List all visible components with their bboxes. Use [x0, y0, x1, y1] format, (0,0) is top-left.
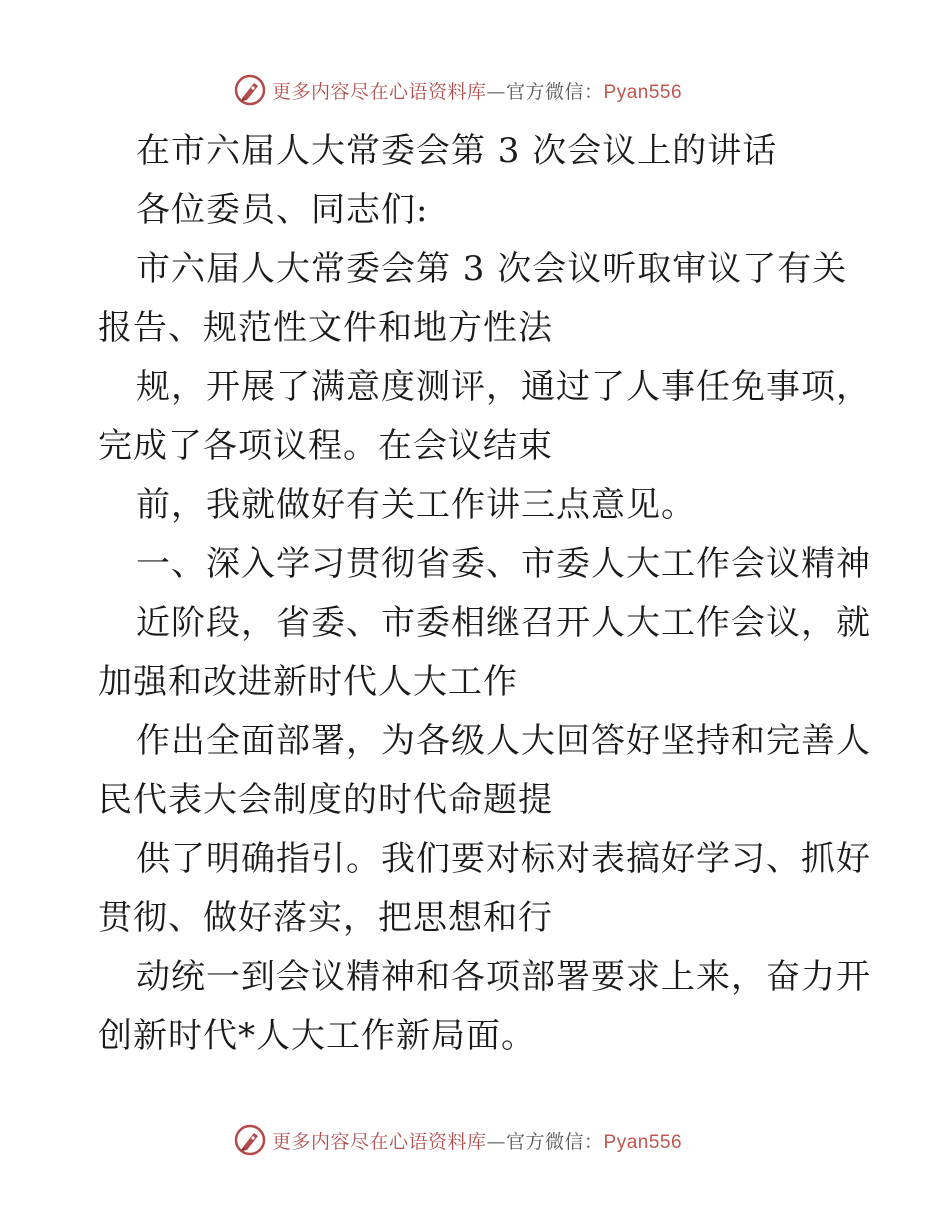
- text-line: 贯彻、做好落实，把思想和行: [98, 898, 553, 938]
- watermark-separator: —: [486, 1130, 507, 1153]
- watermark-handle: Pyan556: [603, 81, 683, 103]
- text-line: 加强和改进新时代人大工作: [98, 662, 518, 702]
- text-line: 近阶段，省委、市委相继召开人大工作会议，就: [136, 603, 871, 643]
- text-line: 作出全面部署，为各级人大回答好坚持和完善人: [136, 721, 871, 761]
- header-watermark: [234, 70, 682, 110]
- text-line: 动统一到会议精神和各项部署要求上来，奋力开: [136, 957, 871, 997]
- watermark-contact-label: 官方微信：: [506, 80, 604, 103]
- watermark-handle: Pyan556: [603, 1131, 683, 1153]
- text-line: 完成了各项议程。在会议结束: [98, 426, 553, 466]
- footer-watermark: [234, 1120, 682, 1160]
- text-line: 各位委员、同志们:: [136, 190, 429, 230]
- watermark-separator: —: [486, 80, 507, 103]
- pen-nib-logo-icon: [234, 1124, 266, 1156]
- text-line: 民代表大会制度的时代命题提: [98, 780, 553, 820]
- text-line: 报告、规范性文件和地方性法: [98, 308, 553, 348]
- text-line: 供了明确指引。我们要对标对表搞好学习、抓好: [136, 839, 871, 879]
- section-heading: 一、深入学习贯彻省委、市委人大工作会议精神: [136, 544, 871, 584]
- watermark-brand: 更多内容尽在心语资料库: [272, 1130, 487, 1153]
- pen-nib-logo-icon: [234, 74, 266, 106]
- watermark-contact-label: 官方微信：: [506, 1130, 604, 1153]
- watermark-brand: 更多内容尽在心语资料库: [272, 80, 487, 103]
- text-line: 规，开展了满意度测评，通过了人事任免事项，: [136, 367, 871, 407]
- text-line: 创新时代*人大工作新局面。: [98, 1016, 536, 1056]
- document-body: [98, 122, 871, 1066]
- text-line: 前，我就做好有关工作讲三点意见。: [136, 485, 696, 525]
- document-title: 在市六届人大常委会第 3 次会议上的讲话: [136, 131, 778, 171]
- text-line: 市六届人大常委会第 3 次会议听取审议了有关: [136, 249, 848, 289]
